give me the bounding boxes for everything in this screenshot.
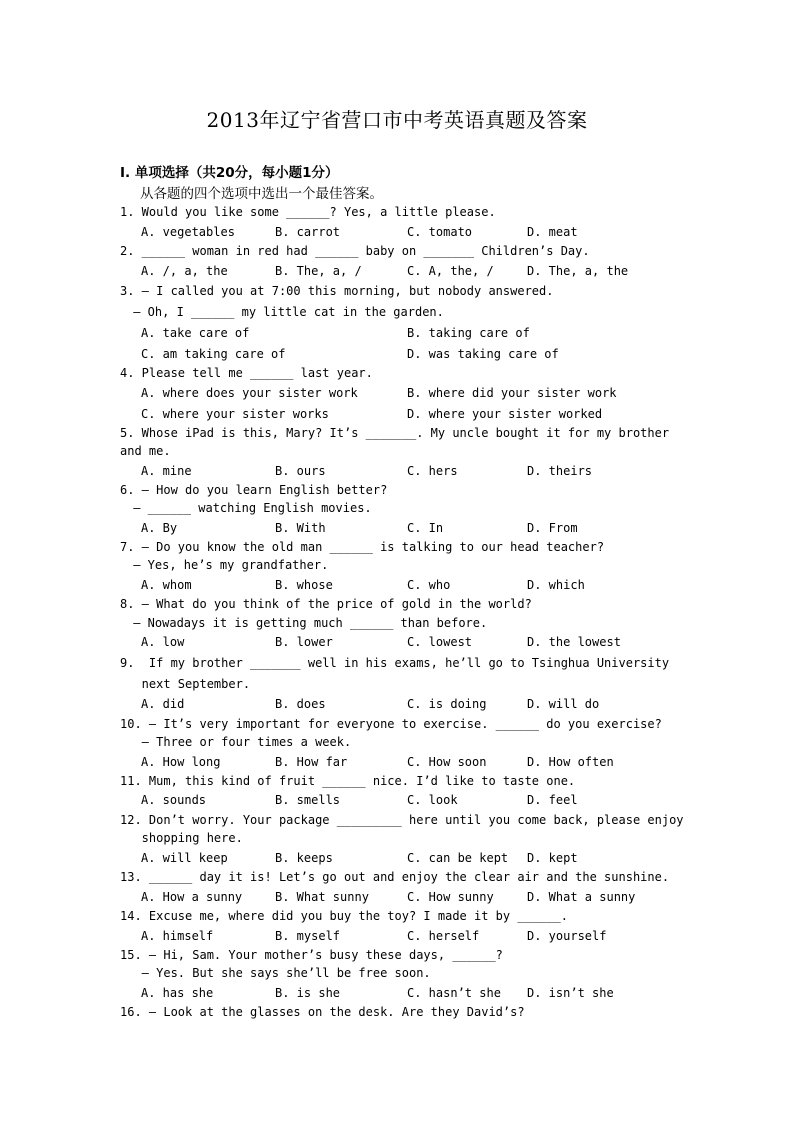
question-stem-line2: shopping here. bbox=[120, 831, 243, 845]
option-a: A. By bbox=[141, 521, 178, 535]
option-d: D. where your sister worked bbox=[407, 407, 603, 421]
question-stem-line2: next September. bbox=[120, 677, 251, 691]
option-b: B. The, a, / bbox=[275, 264, 362, 278]
option-b: B. smells bbox=[275, 793, 341, 807]
question-stem: 16. – Look at the glasses on the desk. Are they David’s? bbox=[120, 1005, 525, 1019]
option-b: B. carrot bbox=[275, 225, 341, 239]
options-row bbox=[141, 386, 701, 401]
option-b: B. lower bbox=[275, 635, 333, 649]
option-d: D. feel bbox=[527, 793, 578, 807]
question-stem: 7. – Do you know the old man ______ is talking to our head teacher? bbox=[120, 540, 605, 554]
option-b: B. whose bbox=[275, 578, 333, 592]
options-row bbox=[141, 697, 701, 712]
option-b: B. where did your sister work bbox=[407, 386, 617, 400]
option-c: C. How soon bbox=[407, 755, 487, 769]
option-a: A. whom bbox=[141, 578, 192, 592]
options-row bbox=[141, 326, 701, 341]
option-a: A. How a sunny bbox=[141, 890, 243, 904]
option-b: B. is she bbox=[275, 986, 341, 1000]
option-b: B. keeps bbox=[275, 851, 333, 865]
options-row bbox=[141, 851, 701, 866]
option-c: C. tomato bbox=[407, 225, 473, 239]
options-row bbox=[141, 793, 701, 808]
option-a: A. /, a, the bbox=[141, 264, 228, 278]
option-c: C. lowest bbox=[407, 635, 473, 649]
question-stem: 12. Don’t worry. Your package _________ here until you come back, please enjoy bbox=[120, 813, 684, 827]
option-b: B. myself bbox=[275, 929, 341, 943]
option-c: C. look bbox=[407, 793, 458, 807]
question-stem: 11. Mum, this kind of fruit ______ nice. I’d like to taste one. bbox=[120, 774, 576, 788]
option-d: D. From bbox=[527, 521, 578, 535]
options-row bbox=[141, 225, 701, 240]
options-row bbox=[141, 464, 701, 479]
option-c: C. A, the, / bbox=[407, 264, 494, 278]
section-heading: I. 单项选择（共20分，每小题1分） bbox=[120, 165, 339, 181]
options-row bbox=[141, 578, 701, 593]
options-row bbox=[141, 986, 701, 1001]
option-c: C. who bbox=[407, 578, 451, 592]
options-row bbox=[141, 347, 701, 362]
options-row bbox=[141, 755, 701, 770]
question-stem: 1. Would you like some ______? Yes, a little please. bbox=[120, 205, 496, 219]
option-c: C. How sunny bbox=[407, 890, 494, 904]
option-c: C. In bbox=[407, 521, 444, 535]
option-a: A. sounds bbox=[141, 793, 207, 807]
option-a: A. low bbox=[141, 635, 185, 649]
option-c: C. am taking care of bbox=[141, 347, 286, 361]
option-d: D. yourself bbox=[527, 929, 607, 943]
option-b: B. taking care of bbox=[407, 326, 530, 340]
option-c: C. herself bbox=[407, 929, 480, 943]
option-a: A. mine bbox=[141, 464, 192, 478]
option-a: A. himself bbox=[141, 929, 214, 943]
option-a: A. take care of bbox=[141, 326, 250, 340]
question-stem: 3. – I called you at 7:00 this morning, but nobody answered. bbox=[120, 284, 554, 298]
option-c: C. hasn’t she bbox=[407, 986, 501, 1000]
question-stem-line2: – ______ watching English movies. bbox=[126, 501, 372, 515]
question-stem-line2: – Nowadays it is getting much ______ than before. bbox=[126, 616, 488, 630]
option-d: D. which bbox=[527, 578, 585, 592]
question-stem: 4. Please tell me ______ last year. bbox=[120, 366, 373, 380]
option-c: C. is doing bbox=[407, 697, 487, 711]
question-stem-line2: – Three or four times a week. bbox=[120, 735, 352, 749]
option-d: D. theirs bbox=[527, 464, 593, 478]
question-stem: 13. ______ day it is! Let’s go out and enjoy the clear air and the sunshine. bbox=[120, 870, 670, 884]
question-stem: 2. ______ woman in red had ______ baby on _______ Children’s Day. bbox=[120, 244, 590, 258]
question-stem-line2: – Oh, I ______ my little cat in the garden. bbox=[126, 305, 444, 319]
option-b: B. does bbox=[275, 697, 326, 711]
option-a: A. How long bbox=[141, 755, 221, 769]
question-stem: 9. If my brother _______ well in his exams, he’ll go to Tsinghua University bbox=[120, 656, 670, 670]
option-d: D. isn’t she bbox=[527, 986, 614, 1000]
option-a: A. will keep bbox=[141, 851, 228, 865]
question-stem: 15. – Hi, Sam. Your mother’s busy these days, ______? bbox=[120, 948, 503, 962]
options-row bbox=[141, 929, 701, 944]
question-stem-line2: – Yes, he’s my grandfather. bbox=[126, 558, 329, 572]
question-stem: 5. Whose iPad is this, Mary? It’s _______. My uncle bought it for my brother bbox=[120, 426, 670, 440]
question-stem: 14. Excuse me, where did you buy the toy? I made it by ______. bbox=[120, 909, 568, 923]
options-row bbox=[141, 521, 701, 536]
question-stem: 6. – How do you learn English better? bbox=[120, 483, 388, 497]
options-row bbox=[141, 635, 701, 650]
options-row bbox=[141, 407, 701, 422]
option-d: D. will do bbox=[527, 697, 600, 711]
question-stem: 8. – What do you think of the price of gold in the world? bbox=[120, 597, 532, 611]
option-a: A. where does your sister work bbox=[141, 386, 358, 400]
option-c: C. hers bbox=[407, 464, 458, 478]
option-b: B. What sunny bbox=[275, 890, 369, 904]
option-a: A. did bbox=[141, 697, 185, 711]
options-row bbox=[141, 890, 701, 905]
section-instruction: 从各题的四个选项中选出一个最佳答案。 bbox=[140, 186, 383, 202]
option-b: B. With bbox=[275, 521, 326, 535]
option-d: D. What a sunny bbox=[527, 890, 636, 904]
option-a: A. has she bbox=[141, 986, 214, 1000]
option-d: D. the lowest bbox=[527, 635, 621, 649]
option-d: D. meat bbox=[527, 225, 578, 239]
option-d: D. The, a, the bbox=[527, 264, 629, 278]
question-stem-line2: and me. bbox=[120, 444, 171, 458]
option-d: D. How often bbox=[527, 755, 614, 769]
option-b: B. ours bbox=[275, 464, 326, 478]
option-a: A. vegetables bbox=[141, 225, 235, 239]
option-d: D. kept bbox=[527, 851, 578, 865]
question-stem-line2: – Yes. But she says she’ll be free soon. bbox=[120, 966, 431, 980]
option-c: C. where your sister works bbox=[141, 407, 329, 421]
page-title: 2013年辽宁省营口市中考英语真题及答案 bbox=[206, 108, 588, 132]
option-b: B. How far bbox=[275, 755, 348, 769]
option-c: C. can be kept bbox=[407, 851, 509, 865]
option-d: D. was taking care of bbox=[407, 347, 559, 361]
options-row bbox=[141, 264, 701, 279]
question-stem: 10. – It’s very important for everyone to exercise. ______ do you exercise? bbox=[120, 717, 662, 731]
